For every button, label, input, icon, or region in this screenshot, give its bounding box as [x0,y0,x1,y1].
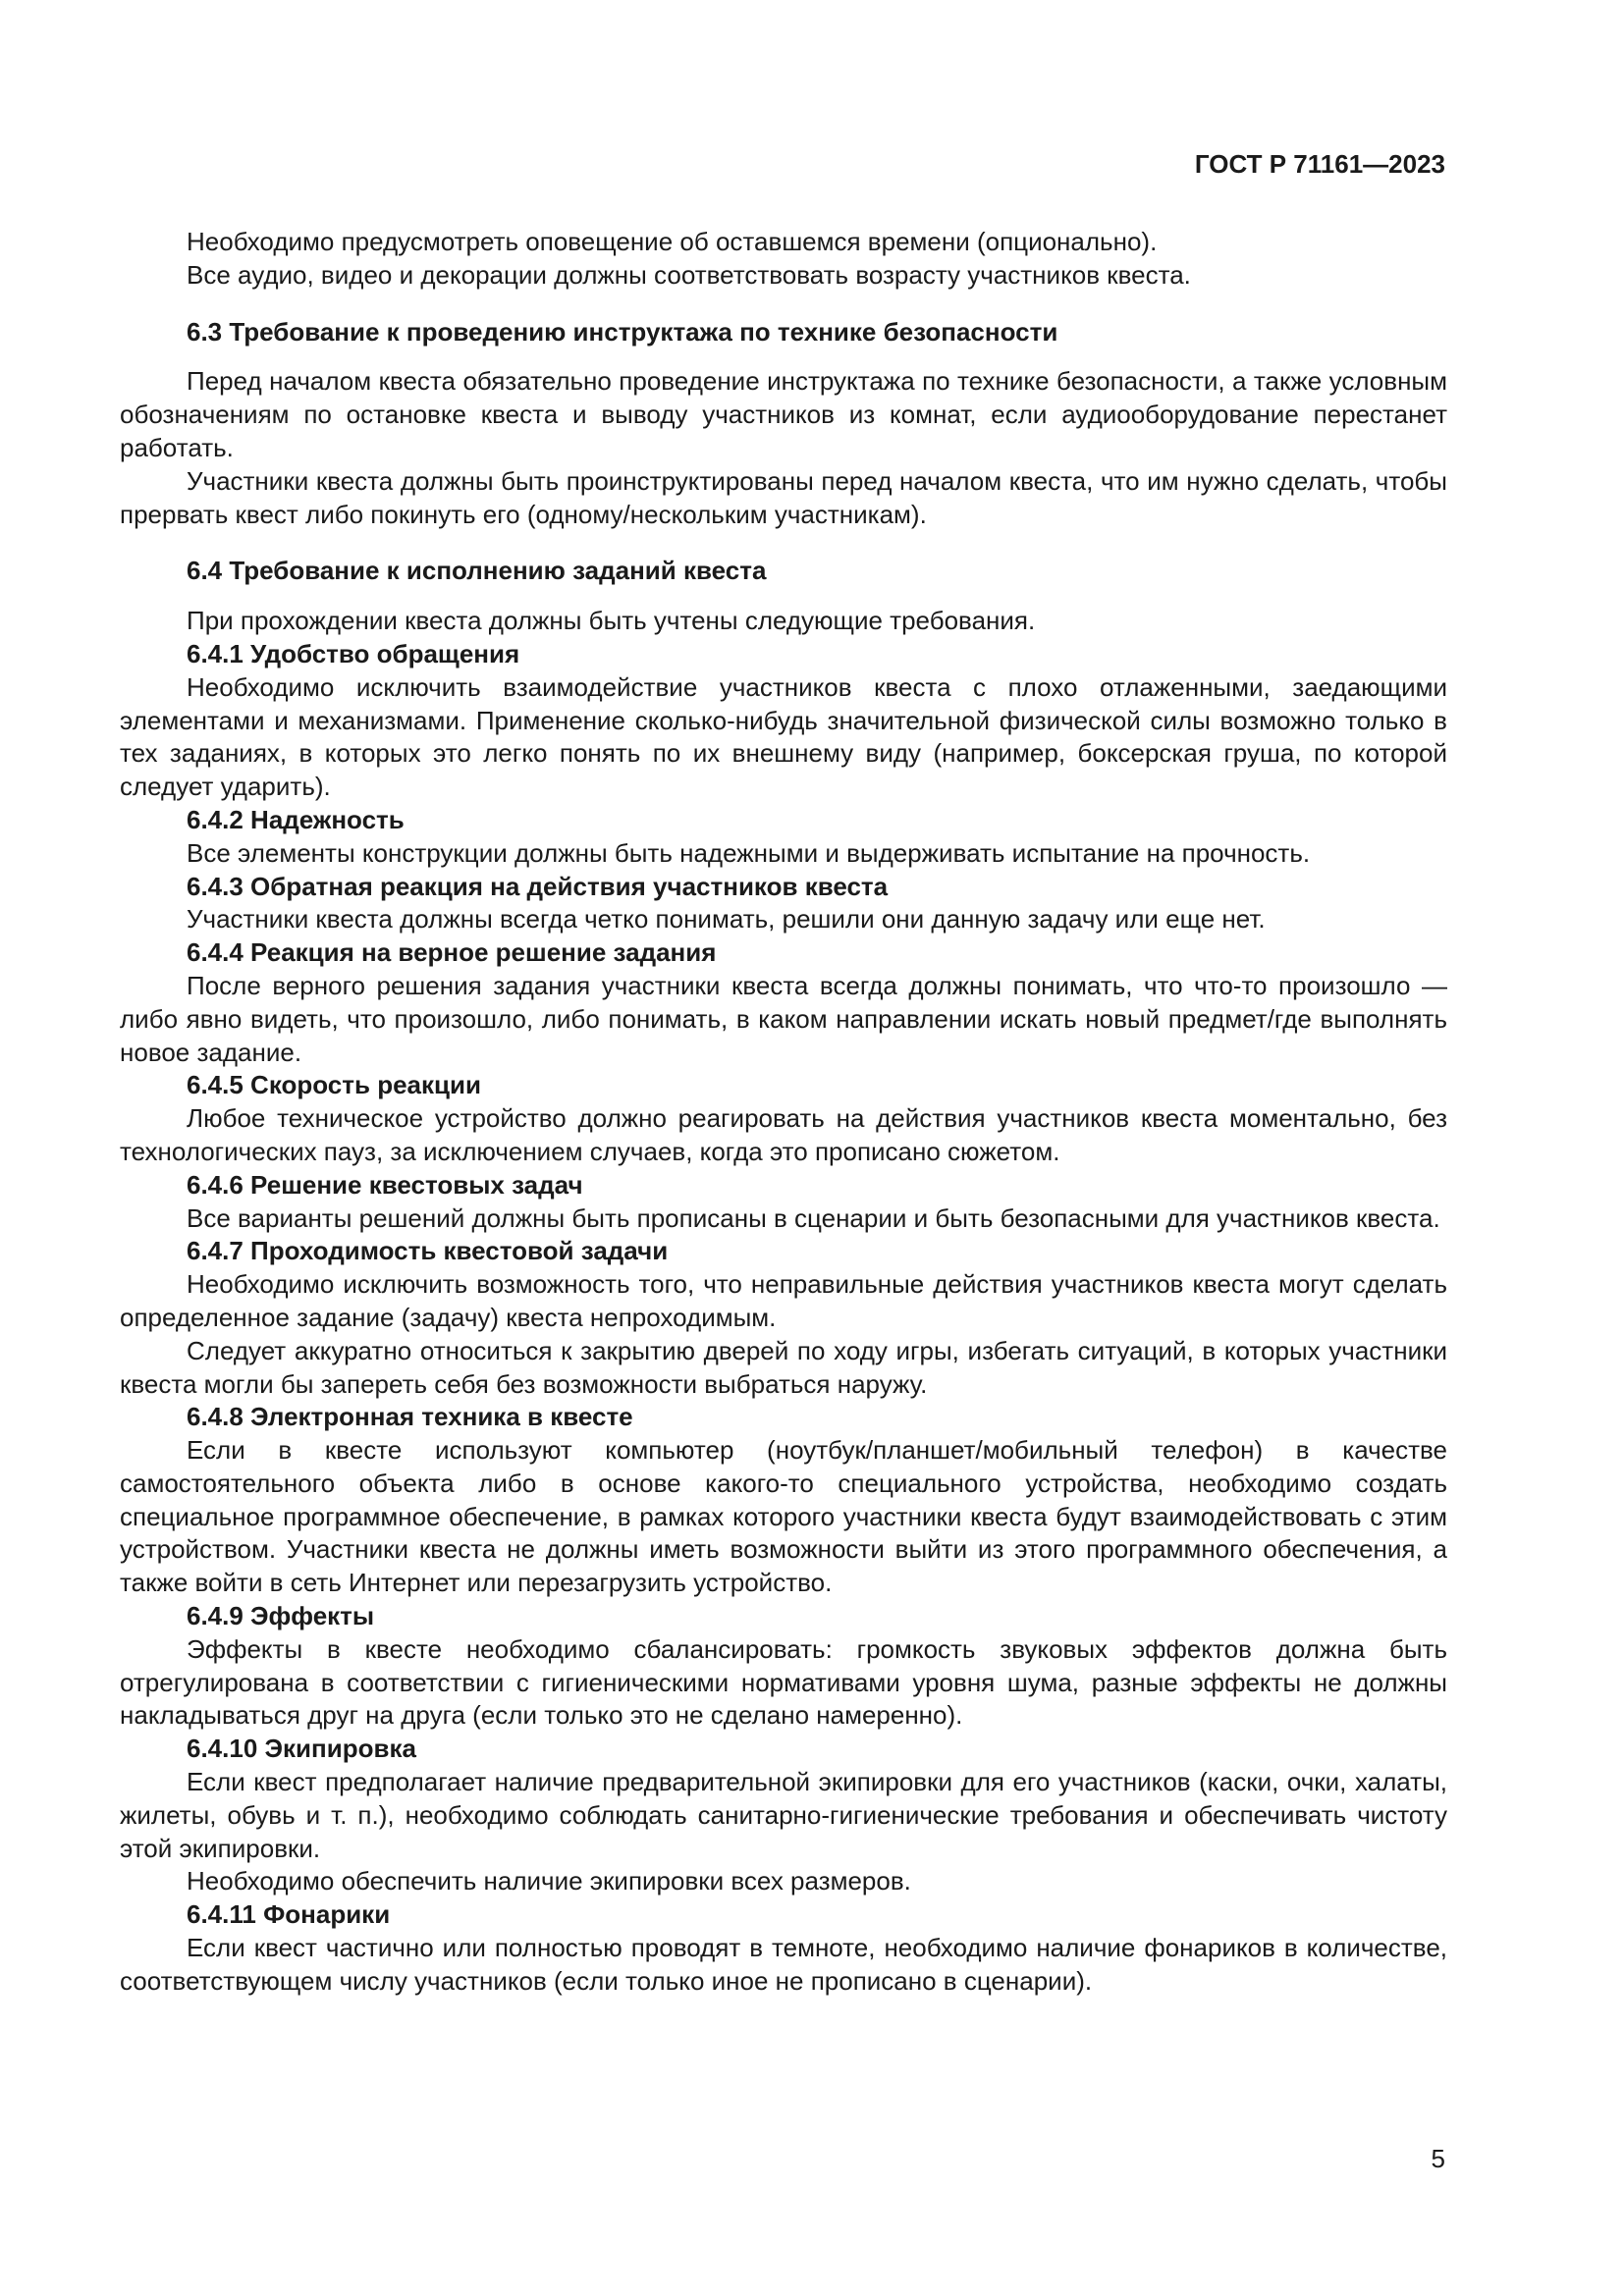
paragraph-6-4-7-1: Необходимо исключить возможность того, что неправильные действия участников квеста могут сделать определенное задание (задачу) квеста непроходимым. [120,1269,1447,1332]
paragraph-6-4-3: Участники квеста должны всегда четко понимать, решили они данную задачу или еще нет. [187,904,1266,934]
subsection-title-6-4-7: 6.4.7 Проходимость квестовой задачи [187,1236,669,1266]
subsection-title-6-4-5: 6.4.5 Скорость реакции [187,1070,481,1100]
subsection-title-6-4-6: 6.4.6 Решение квестовых задач [187,1169,583,1200]
paragraph-6-4-10-1: Если квест предполагает наличие предварительной экипировки для его участников (каски, очки, халаты, жилеты, обувь и т. п.), необходимо соблюдать санитарно-гигиенические требования и обеспечивать чистоту этой экипировки. [120,1767,1447,1863]
subsection-title-6-4-1: 6.4.1 Удобство обращения [187,638,520,668]
paragraph-remaining-time: Необходимо предусмотреть оповещение об оставшемся времени (опционально). [187,227,1158,256]
paragraph-6-4-9: Эффекты в квесте необходимо сбалансировать: громкость звуковых эффектов должна быть отрегулирована в соответствии с гигиеническими нормативами уровня шума, разные эффекты не должны накладываться друг на друга (если только это не сделано намеренно). [120,1633,1447,1731]
paragraph-6-4-7-2: Следует аккуратно относиться к закрытию дверей по ходу игры, избегать ситуаций, в которых участники квеста могли бы запереть себя без возможности выбраться наружу. [120,1335,1447,1399]
section-title-6-4: 6.4 Требование к исполнению заданий квеста [187,556,767,586]
subsection-title-6-4-10: 6.4.10 Экипировка [187,1734,416,1764]
page-number: 5 [1431,2144,1445,2173]
paragraph-age-appropriate: Все аудио, видео и декорации должны соответствовать возрасту участников квеста. [187,259,1191,290]
paragraph-6-3-1: Перед началом квеста обязательно проведение инструктажа по технике безопасности, а также условным обозначениям по остановке квеста и выводу участников из комнат, если аудиооборудование перестанет работать. [120,366,1447,462]
paragraph-6-4-2: Все элементы конструкции должны быть надежными и выдерживать испытание на прочность. [187,837,1311,868]
paragraph-6-4: При прохождении квеста должны быть учтены следующие требования. [187,606,1036,636]
subsection-title-6-4-4: 6.4.4 Реакция на верное решение задания [187,937,717,968]
paragraph-6-3-2: Участники квеста должны быть проинструктированы перед началом квеста, что им нужно сделать, чтобы прервать квест либо покинуть его (одному/нескольким участникам). [120,465,1447,529]
paragraph-6-4-8: Если в квесте используют компьютер (ноутбук/планшет/мобильный телефон) в качестве самостоятельного объекта либо в основе какого-то специального устройства, необходимо создать специальное программное обеспечение, в рамках которого участники квеста будут взаимодействовать с этим устройством. Участники квеста не должны иметь возможности выйти из этого программного обеспечения, а также войти в сеть Интернет или перезагрузить устройство. [120,1435,1447,1598]
paragraph-6-4-11: Если квест частично или полностью проводят в темноте, необходимо наличие фонариков в количестве, соответствующем числу участников (если только иное не прописано в сценарии). [120,1933,1447,1996]
paragraph-6-4-1: Необходимо исключить взаимодействие участников квеста с плохо отлаженными, заедающими элементами и механизмами. Применение сколько-нибудь значительной физической силы возможно только в тех заданиях, в которых это легко понять по их внешнему виду (например, боксерская груша, по которой следует ударить). [120,671,1447,802]
paragraph-6-4-5: Любое техническое устройство должно реагировать на действия участников квеста моментально, без технологических пауз, за исключением случаев, когда это прописано сюжетом. [120,1103,1447,1166]
document-body [120,226,1447,1999]
section-title-6-3: 6.3 Требование к проведению инструктажа по технике безопасности [187,316,1058,347]
document-header-id: ГОСТ Р 71161—2023 [1194,149,1445,179]
paragraph-6-4-10-2: Необходимо обеспечить наличие экипировки всех размеров. [187,1866,911,1896]
subsection-title-6-4-8: 6.4.8 Электронная техника в квесте [187,1402,633,1432]
paragraph-6-4-6: Все варианты решений должны быть прописаны в сценарии и быть безопасными для участников квеста. [187,1202,1440,1233]
subsection-title-6-4-2: 6.4.2 Надежность [187,804,405,834]
subsection-title-6-4-3: 6.4.3 Обратная реакция на действия участников квеста [187,871,889,901]
subsection-title-6-4-11: 6.4.11 Фонарики [187,1899,391,1930]
subsection-title-6-4-9: 6.4.9 Эффекты [187,1601,375,1631]
paragraph-6-4-4: После верного решения задания участники квеста всегда должны понимать, что что-то произошло — либо явно видеть, что произошло, либо понимать, в каком направлении искать новый предмет/где выполнять новое задание. [120,970,1447,1067]
